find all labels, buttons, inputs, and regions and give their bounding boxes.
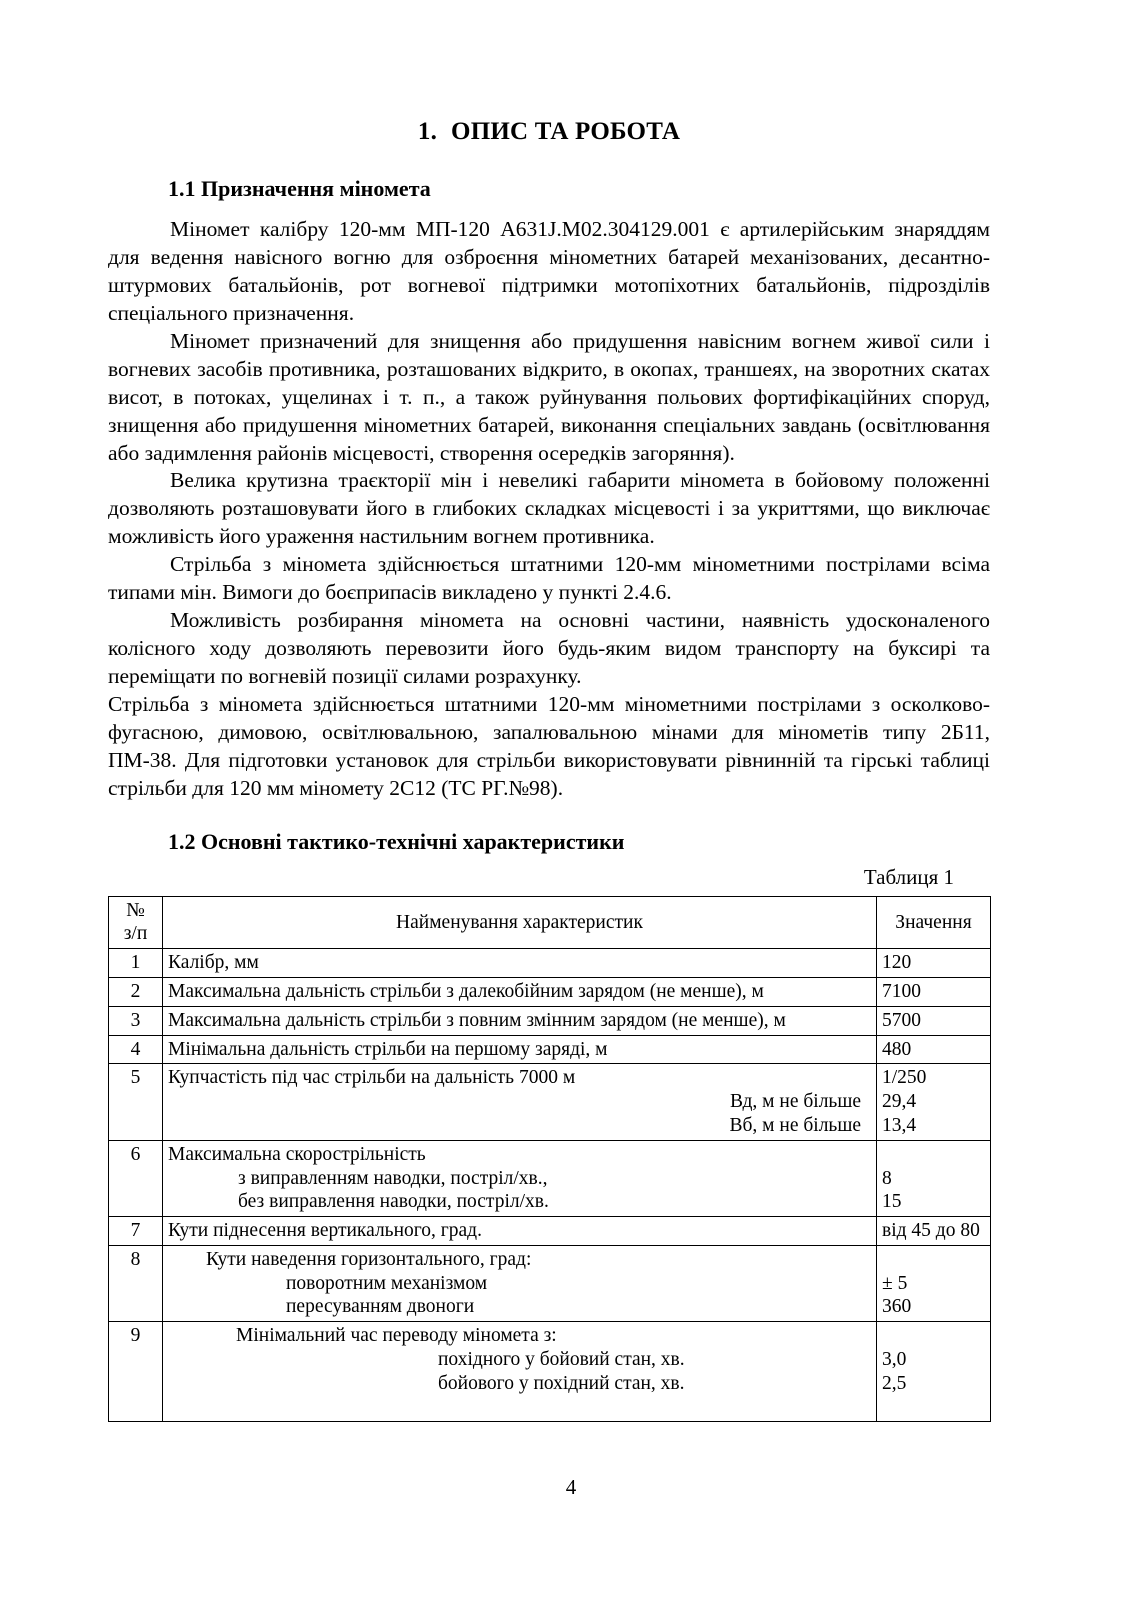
row-value: від 45 до 80: [877, 1217, 991, 1246]
table-row: [109, 1064, 991, 1140]
row-value-1: 1/250: [882, 1067, 927, 1089]
table-caption: Таблиця 1: [863, 864, 954, 889]
row-name-main: Купчастість під час стрільби на дальність 7000 м: [168, 1067, 576, 1089]
row-value: 480: [877, 1035, 991, 1064]
row-name-main: Кути наведення горизонтального, град:: [206, 1248, 532, 1270]
paragraph-4: Стрільба з міномета здійснюється штатними 120-мм мінометними пострілами всіма типами мін. Вимоги до боєприпасів викладено у пункті 2.4.6.: [108, 552, 990, 605]
paragraph-5: Можливість розбирання міномета на основні частини, наявність удосконаленого колісного ходу дозволяють перевозити його будь-яким видом транспорту на буксирі та переміщати по вогневій позиції силами розрахунку.: [108, 608, 990, 688]
column-header-number: [109, 896, 163, 949]
row-name-main: Максимальна скорострільність: [168, 1143, 426, 1165]
row-number: 7: [109, 1217, 163, 1246]
row-subitem-1: з виправленням наводки, постріл/хв.,: [238, 1167, 548, 1189]
row-name: Максимальна дальність стрільби з повним змінним зарядом (не менше), м: [163, 1006, 877, 1035]
heading-1-2: 1.2 Основні тактико-технічні характеристики: [168, 828, 625, 854]
paragraph-3: Велика крутизна траєкторії мін і невеликі габарити міномета в бойовому положенні дозволяють розташовувати його в глибоких складках місцевості і за укриттями, що виключає можливість його ураження настильним вогнем противника.: [108, 468, 990, 549]
row-name: Кути піднесення вертикального, град.: [163, 1217, 877, 1246]
row-name: [163, 1322, 877, 1422]
row-value: [877, 1245, 991, 1321]
row-value-3: 15: [882, 1191, 902, 1213]
row-value: [877, 1064, 991, 1140]
paragraph-2: Міномет призначений для знищення або придушення навісним вогнем живої сили і вогневих засобів противника, розташованих відкрито, в окопах, траншеях, на зворотних скатах висот, в потоках, ущелинах і т. п., а також руйнування польових фортифікаційних споруд, знищення або придушення мінометних батарей, виконання спеціальних завдань (освітлювання або задимлення районів місцевості, створення осередків загоряння).: [108, 328, 990, 465]
column-header-number-line2: з/п: [123, 923, 148, 945]
row-number: 8: [109, 1245, 163, 1321]
paragraph-1: Міномет калібру 120-мм МП-120 А631J.М02.304129.001 є артилерійським знаряддям для ведення навісного вогню для озброєння мінометних батарей механізованих, десантно-штурмових батальйонів, рот вогневої підтримки мотопіхотних батальйонів, підрозділів спеціального призначення.: [108, 217, 990, 325]
row-name: [163, 1064, 877, 1140]
table-row: [109, 978, 991, 1007]
table-row: [109, 1140, 991, 1216]
row-name: Максимальна дальність стрільби з далекобійним зарядом (не менше), м: [163, 978, 877, 1007]
row-number: 2: [109, 978, 163, 1007]
row-number: 3: [109, 1006, 163, 1035]
table-row: [109, 1322, 991, 1422]
row-name: Мінімальна дальність стрільби на першому заряді, м: [163, 1035, 877, 1064]
row-subitem-2: пересуванням двоноги: [286, 1296, 475, 1318]
row-value-2: 29,4: [882, 1091, 917, 1113]
row-subitem-1: поворотним механізмом: [286, 1272, 488, 1294]
row-value-3: 360: [882, 1296, 912, 1318]
page-title: [108, 118, 990, 146]
table-header-row: [109, 896, 991, 949]
row-subitem-1: похідного у бойовий стан, хв.: [438, 1348, 685, 1370]
row-value-3: 2,5: [882, 1372, 907, 1394]
row-value-2: ± 5: [882, 1272, 908, 1294]
row-number: 5: [109, 1064, 163, 1140]
row-number: 6: [109, 1140, 163, 1216]
page-title-text: ОПИС ТА РОБОТА: [451, 118, 681, 145]
page-number: 4: [565, 1475, 577, 1499]
row-value-2: 8: [882, 1167, 892, 1189]
row-value: [877, 1140, 991, 1216]
table-row: [109, 1035, 991, 1064]
specifications-table: [108, 896, 991, 1423]
column-header-value: Значення: [877, 896, 991, 949]
row-subitem-2: без виправлення наводки, постріл/хв.: [238, 1191, 549, 1213]
table-row: [109, 1006, 991, 1035]
table-row: [109, 1245, 991, 1321]
page-title-number: 1.: [417, 118, 438, 145]
row-name: [163, 1245, 877, 1321]
heading-1-1: 1.1 Призначення міномета: [168, 176, 431, 201]
paragraph-6: Стрільба з міномета здійснюється штатними 120-мм мінометними пострілами з осколково-фугасною, димовою, освітлювальною, запалювальною мінами для мінометів типу 2Б11, ПМ-38. Для підготовки установок для стрільби використовувати рівнинній та гірські таблиці стрільби для 120 мм міномету 2С12 (ТС РГ.№98).: [108, 691, 990, 800]
row-value-2: 3,0: [882, 1348, 907, 1370]
row-name-main: Мінімальний час переводу міномета з:: [236, 1325, 557, 1347]
row-name: Калібр, мм: [163, 949, 877, 978]
row-name: [163, 1140, 877, 1216]
row-number: 4: [109, 1035, 163, 1064]
table-row: [109, 1217, 991, 1246]
row-value: [877, 1322, 991, 1422]
row-subitem-2: бойового у похідний стан, хв.: [438, 1372, 685, 1394]
row-value: 120: [877, 949, 991, 978]
column-header-name: Найменування характеристик: [163, 896, 877, 949]
row-subitem-1: Вд, м не більше: [729, 1091, 861, 1113]
row-value: 7100: [877, 978, 991, 1007]
row-number: 9: [109, 1322, 163, 1422]
column-header-number-line1: №: [126, 899, 145, 921]
row-number: 1: [109, 949, 163, 978]
row-subitem-2: Вб, м не більше: [729, 1114, 861, 1136]
row-value-3: 13,4: [882, 1114, 917, 1136]
page-content: [108, 118, 990, 1422]
table-row: [109, 949, 991, 978]
row-value: 5700: [877, 1006, 991, 1035]
